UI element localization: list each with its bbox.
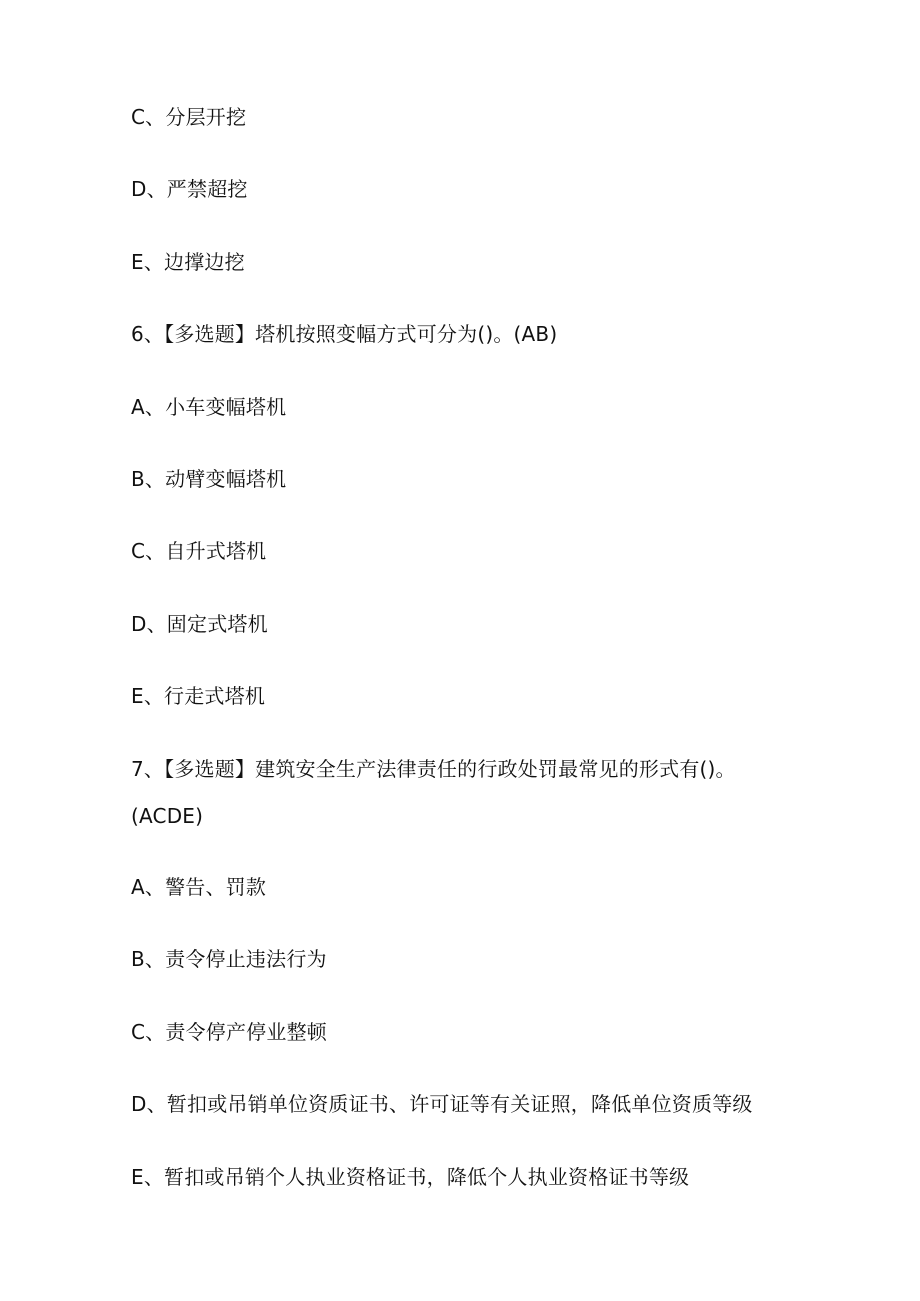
question-6: 6、【多选题】塔机按照变幅方式可分为()。(AB)	[131, 322, 558, 346]
question-7-answer: (ACDE)	[131, 804, 204, 828]
option-6-d: D、固定式塔机	[131, 612, 268, 636]
option-7-e: E、暂扣或吊销个人执业资格证书，降低个人执业资格证书等级	[131, 1165, 690, 1189]
option-7-a: A、警告、罚款	[131, 875, 267, 899]
option-5-c: C、分层开挖	[131, 105, 247, 129]
option-7-c: C、责令停产停业整顿	[131, 1020, 327, 1044]
option-6-e: E、行走式塔机	[131, 684, 266, 708]
option-6-c: C、自升式塔机	[131, 539, 267, 563]
option-6-b: B、动臂变幅塔机	[131, 467, 287, 491]
option-7-b: B、责令停止违法行为	[131, 947, 327, 971]
option-6-a: A、小车变幅塔机	[131, 395, 287, 419]
question-7: 7、【多选题】建筑安全生产法律责任的行政处罚最常见的形式有()。	[131, 757, 736, 781]
option-5-d: D、严禁超挖	[131, 177, 248, 201]
option-5-e: E、边撑边挖	[131, 250, 245, 274]
option-7-d: D、暂扣或吊销单位资质证书、许可证等有关证照，降低单位资质等级	[131, 1092, 753, 1116]
